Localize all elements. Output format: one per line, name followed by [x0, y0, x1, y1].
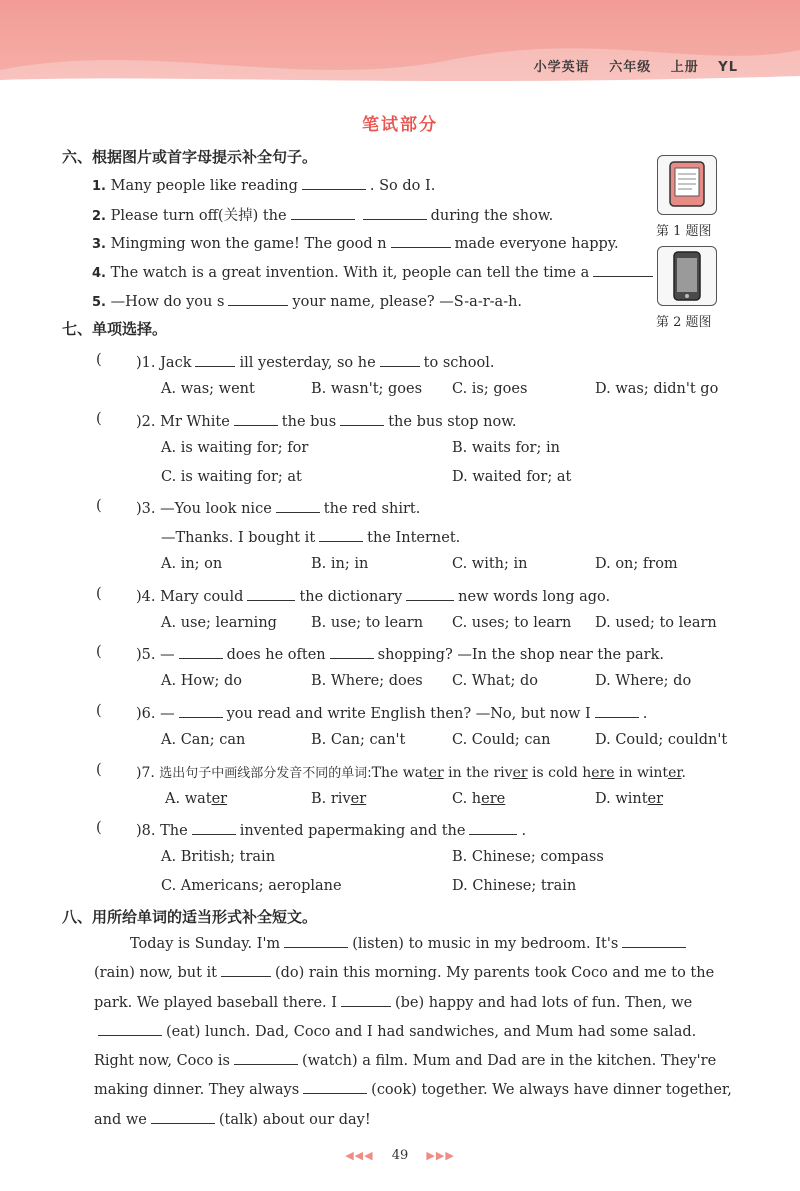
answer-blank — [319, 527, 363, 542]
option-a[interactable]: A. How; do — [161, 673, 242, 689]
part7-q3: )3. —You look nice the red shirt. — [136, 498, 420, 517]
part7-q4: )4. Mary could the dictionary new words long ago. — [136, 586, 610, 605]
answer-blank[interactable] — [234, 1050, 298, 1065]
answer-paren[interactable]: ( — [96, 498, 102, 514]
answer-blank — [192, 820, 236, 835]
answer-blank[interactable] — [284, 933, 348, 948]
part7-q3-line2: —Thanks. I bought it the Internet. — [161, 527, 460, 546]
option-c[interactable]: C. with; in — [452, 556, 528, 572]
answer-blank — [595, 703, 639, 718]
option-b[interactable]: B. Where; does — [311, 673, 423, 689]
option-d[interactable]: D. was; didn't go — [595, 381, 719, 397]
part8-title: 八、用所给单词的适当形式补全短文。 — [62, 908, 318, 926]
option-d[interactable]: D. used; to learn — [595, 615, 717, 631]
part7-q5: )5. — does he often shopping? —In the shop near the park. — [136, 644, 664, 663]
option-b[interactable]: B. wasn't; goes — [311, 381, 423, 397]
smartphone-image — [657, 246, 717, 306]
header-meta — [520, 56, 738, 75]
header-edition: YL — [718, 60, 738, 75]
section-title: 笔试部分 — [362, 115, 438, 135]
answer-blank[interactable] — [391, 233, 451, 248]
option-c[interactable]: C. uses; to learn — [452, 615, 572, 631]
answer-blank[interactable] — [593, 262, 653, 277]
part7-title: 七、单项选择。 — [62, 320, 168, 338]
answer-blank[interactable] — [363, 205, 427, 220]
figure2-caption: 第 2 题图 — [656, 315, 712, 330]
answer-blank — [179, 644, 223, 659]
option-b[interactable]: B. Can; can't — [311, 732, 406, 748]
answer-paren[interactable]: ( — [96, 586, 102, 602]
option-d[interactable]: D. waited for; at — [452, 469, 572, 485]
answer-blank — [247, 586, 295, 601]
option-c[interactable]: C. What; do — [452, 673, 539, 689]
smartphone-icon — [658, 247, 716, 305]
option-b[interactable]: B. in; in — [311, 556, 369, 572]
option-d[interactable]: D. Chinese; train — [452, 878, 577, 894]
answer-blank — [406, 586, 454, 601]
answer-blank — [469, 820, 517, 835]
answer-paren[interactable]: ( — [96, 762, 102, 778]
figure1-caption: 第 1 题图 — [656, 224, 712, 239]
option-c[interactable]: C. Could; can — [452, 732, 551, 748]
part6-q1: 1. Many people like reading . So do I. — [92, 175, 435, 194]
header-subject: 小学英语 — [533, 60, 590, 75]
answer-blank[interactable] — [291, 205, 355, 220]
header-band — [0, 0, 800, 86]
answer-blank[interactable] — [221, 962, 271, 977]
part7-q6: )6. — you read and write English then? —No, but now I . — [136, 703, 647, 722]
option-c[interactable]: C. Americans; aeroplane — [161, 878, 342, 894]
answer-blank[interactable] — [302, 175, 366, 190]
answer-blank — [340, 411, 384, 426]
part6-title: 六、根据图片或首字母提示补全句子。 — [62, 148, 318, 166]
answer-paren[interactable]: ( — [96, 411, 102, 427]
option-c[interactable]: C. here — [452, 791, 506, 807]
answer-paren[interactable]: ( — [96, 703, 102, 719]
answer-blank — [179, 703, 223, 718]
part7-q8: )8. The invented papermaking and the . — [136, 820, 526, 839]
option-d[interactable]: D. on; from — [595, 556, 678, 572]
option-a[interactable]: A. was; went — [161, 381, 255, 397]
left-arrows-icon: ◀◀◀ — [345, 1149, 374, 1162]
option-d[interactable]: D. Could; couldn't — [595, 732, 728, 748]
part7-q1: )1. Jack ill yesterday, so he to school. — [136, 352, 494, 371]
option-b[interactable]: B. river — [311, 791, 367, 807]
part7-q7: )7. 选出句子中画线部分发音不同的单词:The water in the river is cold here in winter. — [136, 765, 686, 781]
page-footer — [0, 1148, 800, 1163]
answer-blank — [380, 352, 420, 367]
answer-paren[interactable]: ( — [96, 820, 102, 836]
answer-blank[interactable] — [341, 992, 391, 1007]
part6-q4: 4. The watch is a great invention. With it, people can tell the time a — [92, 262, 662, 281]
answer-blank — [276, 498, 320, 513]
answer-blank — [330, 644, 374, 659]
option-a[interactable]: A. water — [165, 791, 228, 807]
part7-q2: )2. Mr White the bus the bus stop now. — [136, 411, 517, 430]
option-d[interactable]: D. winter — [595, 791, 664, 807]
option-c[interactable]: C. is; goes — [452, 381, 528, 397]
right-arrows-icon: ▶▶▶ — [426, 1149, 455, 1162]
answer-blank[interactable] — [228, 291, 288, 306]
answer-blank — [234, 411, 278, 426]
header-grade: 六年级 — [609, 60, 652, 75]
answer-paren[interactable]: ( — [96, 352, 102, 368]
answer-blank[interactable] — [98, 1021, 162, 1036]
answer-blank[interactable] — [151, 1109, 215, 1124]
option-a[interactable]: A. in; on — [161, 556, 223, 572]
option-b[interactable]: B. use; to learn — [311, 615, 424, 631]
answer-blank[interactable] — [303, 1079, 367, 1094]
option-a[interactable]: A. British; train — [161, 849, 276, 865]
option-a[interactable]: A. use; learning — [161, 615, 277, 631]
option-c[interactable]: C. is waiting for; at — [161, 469, 302, 485]
answer-paren[interactable]: ( — [96, 644, 102, 660]
part6-q2: 2. Please turn off(关掉) the during the show. — [92, 204, 553, 225]
ebook-reader-icon — [658, 156, 716, 214]
cloze-passage: Today is Sunday. I'm (listen) to music in my bedroom. It's (rain) now, but it (do) rain this morning. My parents took Coco and me to the park. We played baseball there. I (be) happy and had lots of fun. Then, we(eat) lunch. Dad, Coco and I had sandwiches, and Mum had some salad. Right now, Coco is (watch) a film. Mum and Dad are in the kitchen. They're making dinner. They always (cook) together. We always have dinner together, and we (talk) about our day! — [94, 930, 734, 1135]
page-number: 49 — [391, 1148, 409, 1163]
ebook-reader-image — [657, 155, 717, 215]
answer-blank[interactable] — [622, 933, 686, 948]
option-b[interactable]: B. Chinese; compass — [452, 849, 604, 865]
option-b[interactable]: B. waits for; in — [452, 440, 560, 456]
option-d[interactable]: D. Where; do — [595, 673, 692, 689]
part6-q3: 3. Mingming won the game! The good n made everyone happy. — [92, 233, 619, 252]
option-a[interactable]: A. Can; can — [161, 732, 246, 748]
part6-q5: 5. —How do you s your name, please? —S-a-r-a-h. — [92, 291, 522, 310]
header-volume: 上册 — [670, 60, 699, 75]
option-a[interactable]: A. is waiting for; for — [161, 440, 309, 456]
answer-blank — [195, 352, 235, 367]
